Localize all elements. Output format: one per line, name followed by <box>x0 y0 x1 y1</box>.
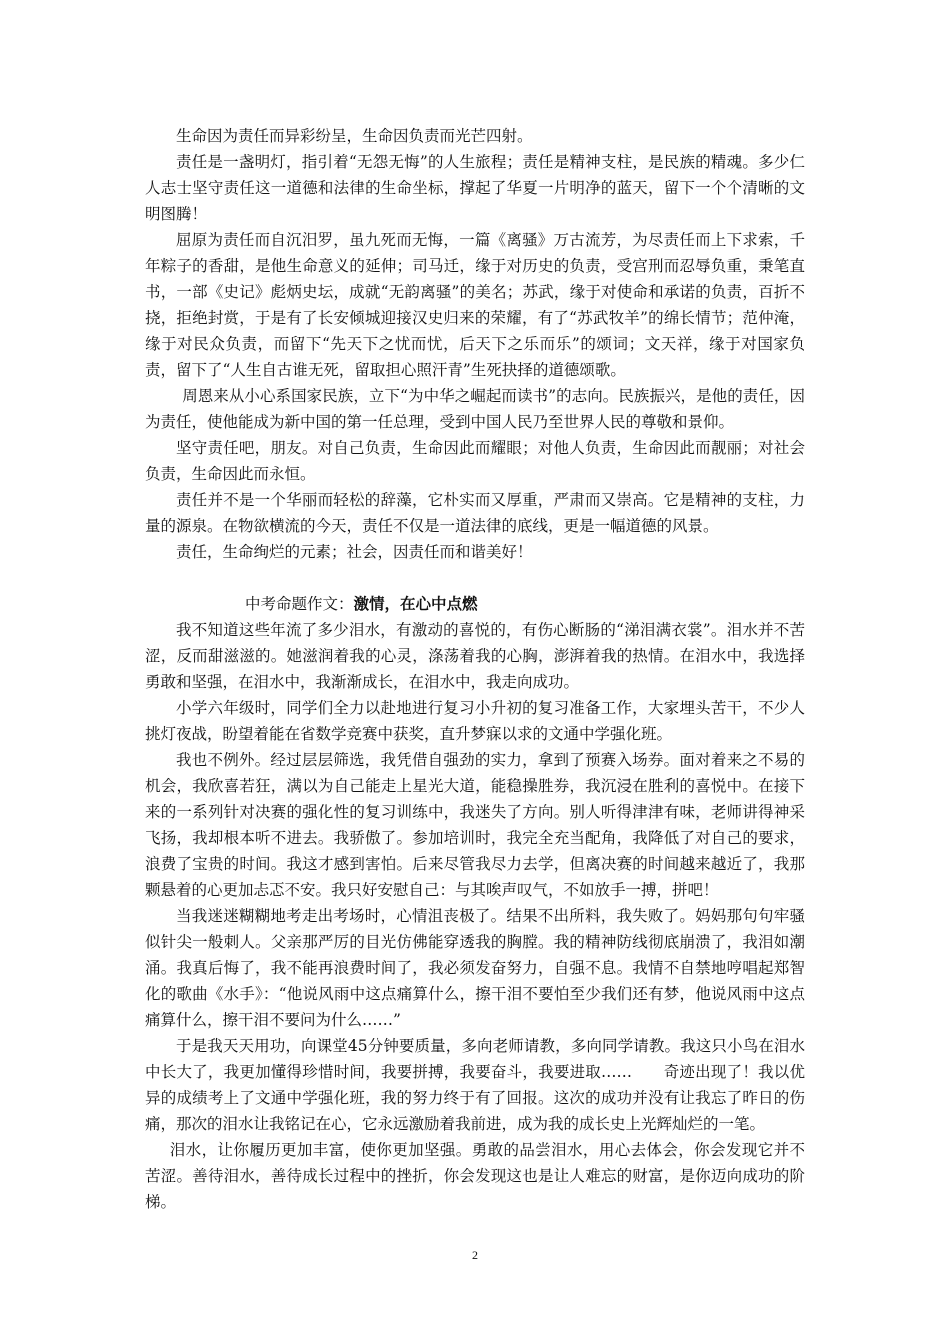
paragraph: 坚守责任吧，朋友。对自己负责，生命因此而耀眼；对他人负责，生命因此而靓丽；对社会负责，生命因此而永恒。 <box>145 439 805 483</box>
paragraph: 当我迷迷糊糊地考走出考场时，心情沮丧极了。结果不出所料，我失败了。妈妈那句句牢骚似针尖一般刺人。父亲那严厉的目光仿佛能穿透我的胸膛。我的精神防线彻底崩溃了，我泪如潮涌。我真后悔了，我不能再浪费时间了，我必须发奋努力，自强不息。我情不自禁地哼唱起郑智化的歌曲《水手》：“他说风雨中这点痛算什么，擦干泪不要怕至少我们还有梦，他说风雨中这点痛算什么，擦干泪不要问为什么……” <box>145 907 805 1029</box>
paragraph: 泪水，让你履历更加丰富，使你更加坚强。勇敢的品尝泪水，用心去体会，你会发现它并不苦涩。善待泪水，善待成长过程中的挫折，你会发现这也是让人难忘的财富，是你迈向成功的阶梯。 <box>145 1141 805 1211</box>
essay-label: 中考命题作文： <box>245 595 354 613</box>
paragraph: 于是我天天用功，向课堂45分钟要质量，多向老师请教，多向同学请教。我这只小鸟在泪水中长大了，我更加懂得珍惜时间，我要拼搏，我要奋斗，我要进取…… 奇迹出现了！我以优异的成绩考上了文通中学强化班，我的努力终于有了回报。这次的成功并没有让我忘了昨日的伤痛，那次的泪水让我铭记在心，它永远激励着我前进，成为我的成长史上光辉灿烂的一笔。 <box>145 1037 805 1133</box>
paragraph: 生命因为责任而异彩纷呈，生命因负责而光芒四射。 <box>176 127 533 145</box>
paragraph: 周恩来从小心系国家民族，立下“为中华之崛起而读书”的志向。民族振兴，是他的责任，因为责任，使他能成为新中国的第一任总理，受到中国人民乃至世界人民的尊敬和景仰。 <box>145 387 805 431</box>
paragraph: 我不知道这些年流了多少泪水，有激动的喜悦的，有伤心断肠的“涕泪满衣裳”。泪水并不苦涩，反而甜滋滋的。她滋润着我的心灵，涤荡着我的心胸，澎湃着我的热情。在泪水中，我选择勇敢和坚强，在泪水中，我渐渐成长，在泪水中，我走向成功。 <box>145 621 805 691</box>
document-body <box>145 123 805 1215</box>
paragraph: 屈原为责任而自沉汨罗，虽九死而无悔，一篇《离骚》万古流芳，为尽责任而上下求索，千年粽子的香甜，是他生命意义的延伸；司马迁，缘于对历史的负责，受宫刑而忍辱负重，秉笔直书，一部《史记》彪炳史坛，成就“无韵离骚”的美名；苏武，缘于对使命和承诺的负责，百折不挠，拒绝封赏，于是有了长安倾城迎接汉史归来的荣耀，有了“苏武牧羊”的绵长情节；范仲淹，缘于对民众负责，而留下“先天下之忧而忧，后天下之乐而乐”的颂词；文天祥，缘于对国家负责，留下了“人生自古谁无死，留取担心照汗青”生死抉择的道德颂歌。 <box>145 231 805 379</box>
paragraph: 小学六年级时，同学们全力以赴地进行复习小升初的复习准备工作，大家埋头苦干，不少人挑灯夜战，盼望着能在省数学竞赛中获奖，直升梦寐以求的文通中学强化班。 <box>145 699 805 743</box>
paragraph: 责任是一盏明灯，指引着“无怨无悔”的人生旅程；责任是精神支柱，是民族的精魂。多少仁人志士坚守责任这一道德和法律的生命坐标，撑起了华夏一片明净的蓝天，留下一个个清晰的文明图腾！ <box>145 153 805 223</box>
page-number: 2 <box>472 1248 478 1262</box>
section-spacer <box>145 565 805 591</box>
essay-title: 激情，在心中点燃 <box>353 594 478 613</box>
essay-heading <box>145 591 805 617</box>
paragraph: 责任，生命绚烂的元素；社会，因责任而和谐美好！ <box>176 543 533 561</box>
paragraph: 责任并不是一个华丽而轻松的辞藻，它朴实而又厚重，严肃而又崇高。它是精神的支柱，力量的源泉。在物欲横流的今天，责任不仅是一道法律的底线，更是一幅道德的风景。 <box>145 491 805 535</box>
paragraph: 我也不例外。经过层层筛选，我凭借自强劲的实力，拿到了预赛入场券。面对着来之不易的机会，我欣喜若狂，满以为自己能走上星光大道，能稳操胜券，我沉浸在胜利的喜悦中。在接下来的一系列针对决赛的强化性的复习训练中，我迷失了方向。别人听得津津有味，老师讲得神采飞扬，我却根本听不进去。我骄傲了。参加培训时，我完全充当配角，我降低了对自己的要求，浪费了宝贵的时间。我这才感到害怕。后来尽管我尽力去学，但离决赛的时间越来越近了，我那颗悬着的心更加忐忑不安。我只好安慰自己：与其唉声叹气，不如放手一搏，拼吧！ <box>145 751 805 899</box>
